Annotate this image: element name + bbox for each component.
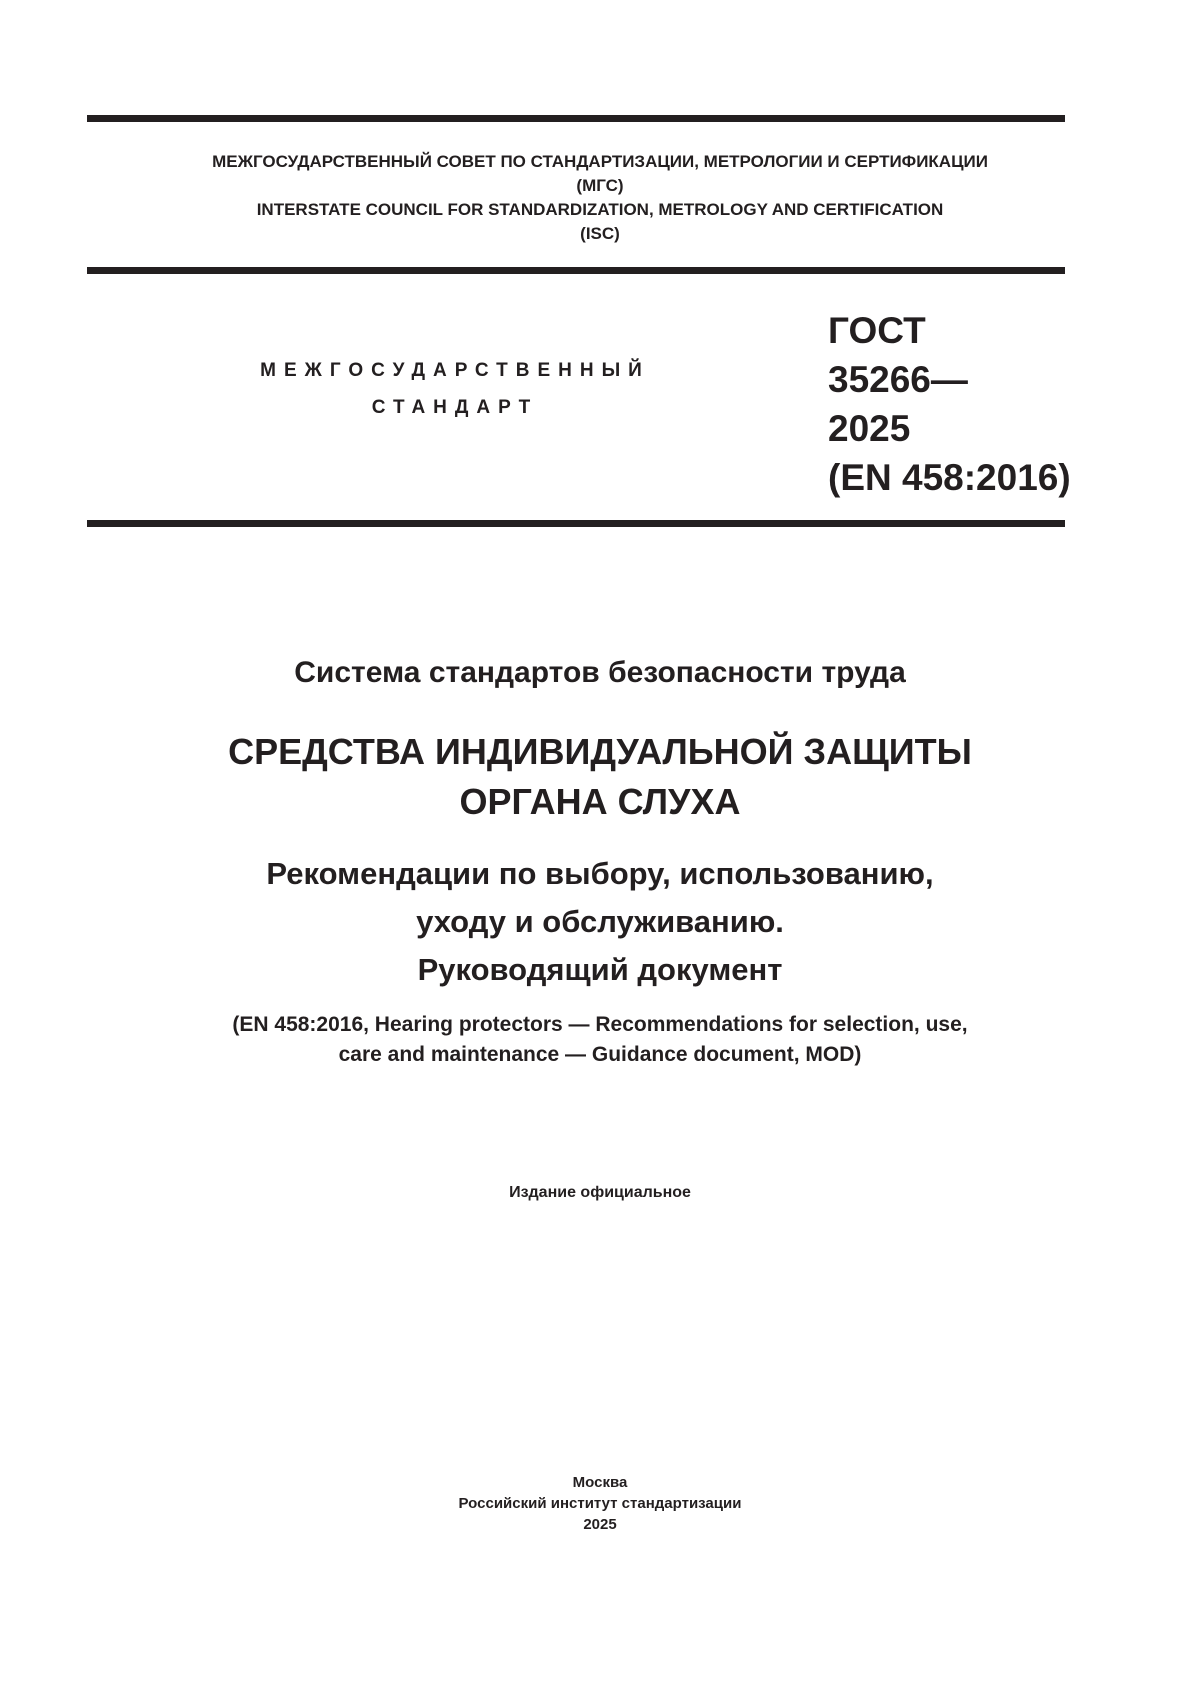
series-title: Система стандартов безопасности труда — [294, 656, 906, 689]
subtitle-line: Руководящий документ — [417, 952, 783, 987]
standard-type — [200, 352, 710, 426]
imprint — [0, 1472, 1200, 1535]
subtitle-line: уходу и обслуживанию. — [416, 904, 784, 939]
reference-line: (EN 458:2016, Hearing protectors — Recommendations for selection, use, — [232, 1013, 968, 1036]
bottom-rule — [87, 520, 1065, 527]
council-abbr-ru: (МГС) — [576, 176, 624, 195]
designation-line: 35266— — [828, 359, 968, 400]
standard-designation — [828, 306, 1071, 502]
designation-line: (EN 458:2016) — [828, 457, 1071, 498]
main-title-line: ОРГАНА СЛУХА — [459, 781, 741, 822]
main-title-line: СРЕДСТВА ИНДИВИДУАЛЬНОЙ ЗАЩИТЫ — [228, 731, 972, 772]
council-name-ru: МЕЖГОСУДАРСТВЕННЫЙ СОВЕТ ПО СТАНДАРТИЗАЦИИ, МЕТРОЛОГИИ И СЕРТИФИКАЦИИ — [212, 152, 988, 171]
reference-line: care and maintenance — Guidance document, MOD) — [338, 1043, 862, 1066]
council-header — [0, 150, 1200, 246]
council-name-en: INTERSTATE COUNCIL FOR STANDARDIZATION, METROLOGY AND CERTIFICATION — [256, 200, 944, 219]
imprint-city: Москва — [572, 1474, 628, 1491]
imprint-publisher: Российский институт стандартизации — [458, 1495, 742, 1512]
standard-type-line: МЕЖГОСУДАРСТВЕННЫЙ — [260, 360, 650, 381]
imprint-year: 2025 — [583, 1516, 617, 1533]
top-rule — [87, 115, 1065, 122]
subtitle — [0, 850, 1200, 994]
subtitle-line: Рекомендации по выбору, использованию, — [266, 856, 934, 891]
standard-type-line: СТАНДАРТ — [371, 397, 539, 418]
original-standard-reference — [0, 1010, 1200, 1070]
middle-rule — [87, 267, 1065, 274]
designation-line: 2025 — [828, 408, 911, 449]
edition-label: Издание официальное — [509, 1184, 691, 1201]
main-title — [0, 727, 1200, 827]
designation-line: ГОСТ — [828, 310, 926, 351]
council-abbr-en: (ISC) — [580, 224, 620, 243]
